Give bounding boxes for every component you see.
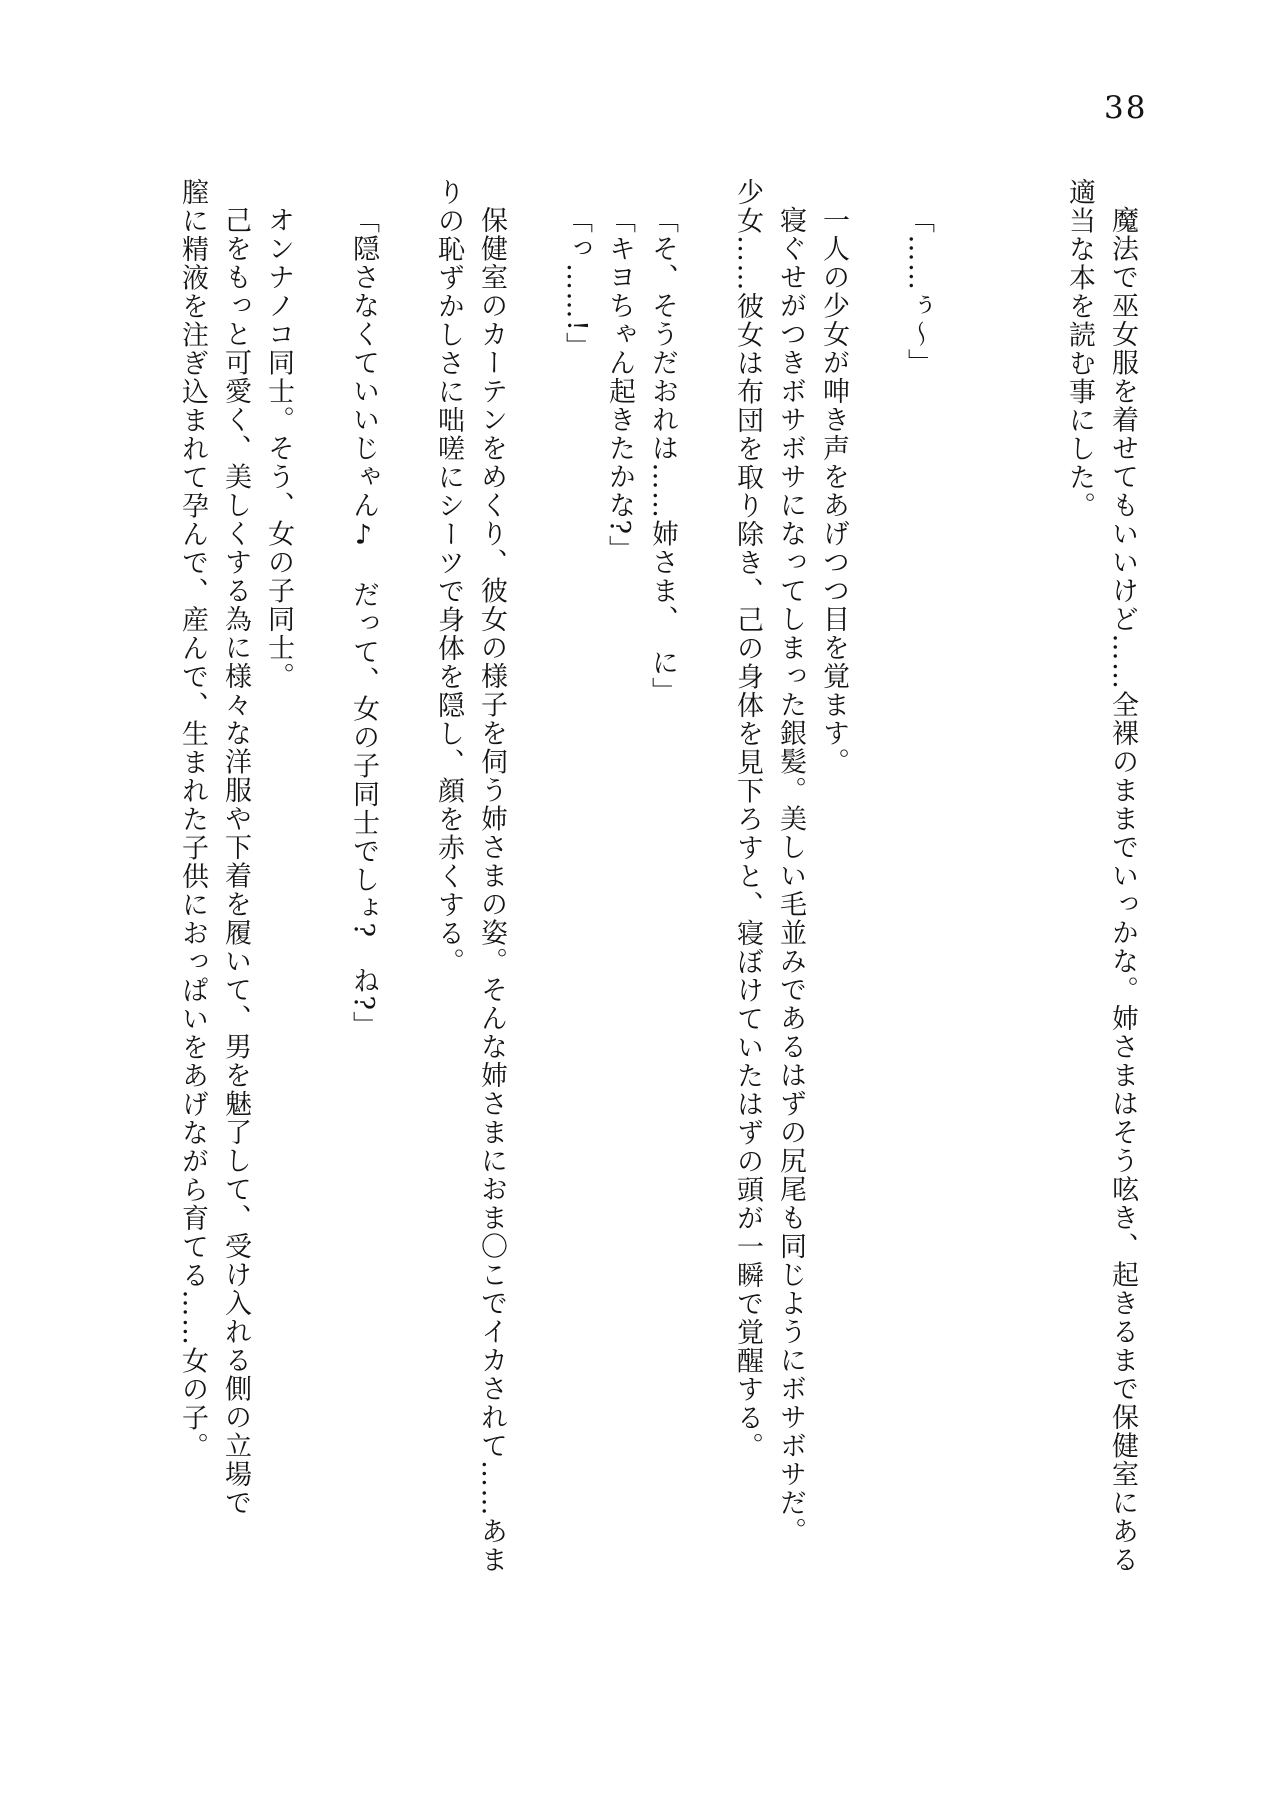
text-line: 寝ぐせがつきボサボサになってしまった銀髪。美しい毛並みであるはずの尻尾も同じようにボサボサだ。: [775, 206, 806, 1546]
text-line: 保健室のカーテンをめくり、彼女の様子を伺う姉さまの姿。そんな姉さまにおま〇こでイカされて……あま: [476, 206, 507, 1574]
text-line: 「キヨちゃん起きたかな?」: [604, 206, 635, 564]
text-line: 「っ……!」: [561, 206, 592, 361]
text-line: オンナノコ同士。そう、女の子同士。: [263, 206, 294, 691]
text-line: 「そ、そうだおれは……姉さま、 に」: [647, 206, 678, 706]
text-line: 少女……彼女は布団を取り除き、己の身体を見下ろすと、寝ぼけていたはずの頭が一瞬で覚醒する。: [732, 178, 763, 1461]
text-line: 魔法で巫女服を着せてもいいけど……全裸のままでいっかな。姉さまはそう呟き、起きるまで保健室にある: [1107, 206, 1138, 1574]
text-line: 「……ぅ〜」: [903, 206, 934, 377]
text-line: 「隠さなくていいじゃん♪ だって、女の子同士でしょ? ね?」: [348, 206, 379, 1040]
page-number: 38: [1104, 90, 1148, 126]
text-line: 己をもっと可愛く、美しくする為に様々な洋服や下着を履いて、男を魅了して、受け入れる側の立場で: [220, 206, 251, 1517]
text-line: りの恥ずかしさに咄嗟にシーツで身体を隠し、顔を赤くする。: [433, 178, 464, 976]
text-line: 膣に精液を注ぎ込まれて孕んで、産んで、生まれた子供におっぱいをあげながら育てる……女の子。: [177, 178, 208, 1461]
text-line: 適当な本を読む事にした。: [1064, 178, 1095, 520]
text-line: 一人の少女が呻き声をあげつつ目を覚ます。: [818, 206, 849, 776]
vertical-text-block: [171, 178, 1144, 1574]
